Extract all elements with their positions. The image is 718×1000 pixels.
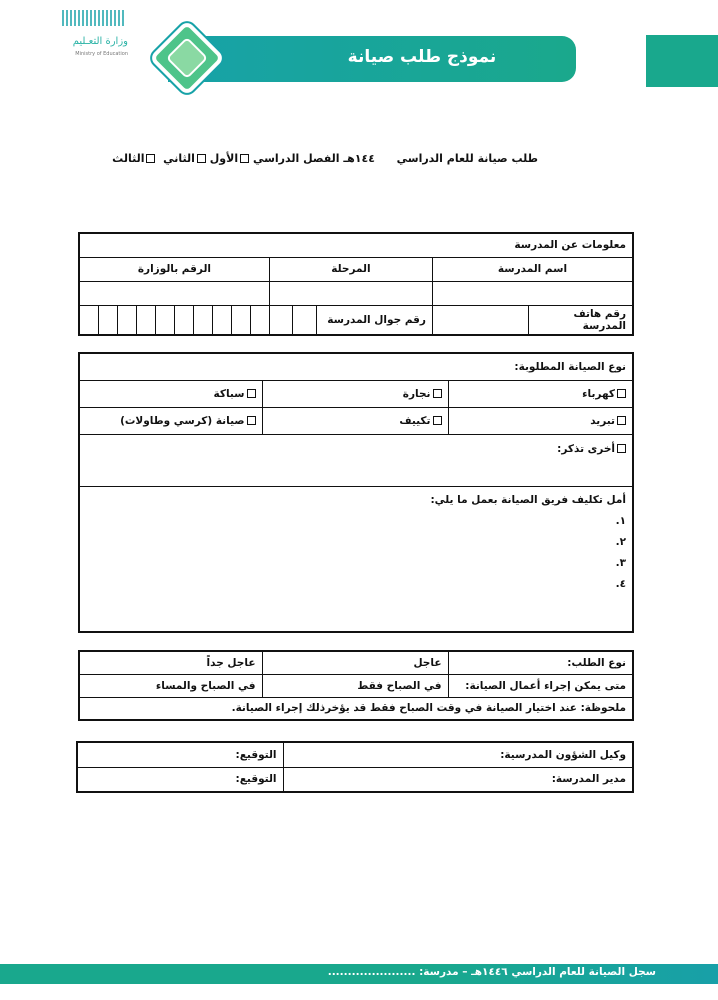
logo-name-ar: وزارة التعـليم (72, 36, 128, 47)
ministry-number-label: الرقم بالوزارة (79, 257, 269, 281)
ministry-logo (18, 6, 130, 60)
furniture-checkbox[interactable] (247, 416, 256, 425)
semester-1-checkbox[interactable] (240, 154, 249, 163)
logo-mark-icon (62, 10, 126, 26)
mobile-digit-cell[interactable] (117, 305, 136, 335)
school-name-label: اسم المدرسة (432, 257, 633, 281)
semester-2-checkbox[interactable] (197, 154, 206, 163)
morning-evening-option[interactable]: في الصباح والمساء (79, 674, 262, 697)
plumbing-option[interactable] (79, 380, 262, 407)
task-item-4: ٤. (615, 577, 626, 590)
tasks-area[interactable] (79, 486, 633, 632)
request-note: ملحوظة: عند اختيار الصيانة في وقت الصباح فقط قد يؤخرذلك إجراء الصيانة. (79, 697, 633, 720)
tasks-title: أمل تكليف فريق الصيانة بعمل ما يلي: (430, 493, 626, 506)
mobile-digit-cell[interactable] (250, 305, 269, 335)
mobile-digit-cell[interactable] (79, 305, 98, 335)
plumbing-checkbox[interactable] (247, 389, 256, 398)
time-label: متى يمكن إجراء أعمال الصيانة: (448, 674, 633, 697)
cooling-checkbox[interactable] (617, 416, 626, 425)
morning-option[interactable]: في الصباح فقط (262, 674, 448, 697)
stage-label: المرحلة (269, 257, 432, 281)
mobile-digit-cell[interactable] (293, 305, 317, 335)
mobile-digit-cell[interactable] (193, 305, 212, 335)
semester-2-label: الثاني (163, 152, 195, 165)
mobile-digit-cell[interactable] (269, 305, 293, 335)
plumbing-label: سباكة (213, 387, 245, 400)
stage-field[interactable] (269, 281, 432, 305)
electricity-checkbox[interactable] (617, 389, 626, 398)
request-type-table (78, 650, 634, 721)
mobile-digit-cell[interactable] (212, 305, 231, 335)
mobile-digit-cell[interactable] (155, 305, 174, 335)
mobile-digit-cell[interactable] (174, 305, 193, 335)
header-banner (168, 36, 576, 82)
principal-signature-field[interactable]: التوقيع: (77, 767, 283, 792)
semester-3-label: الثالث (112, 152, 145, 165)
signatures-table (76, 741, 634, 793)
ac-checkbox[interactable] (433, 416, 442, 425)
school-mobile-label: رقم جوال المدرسة (316, 305, 432, 335)
urgent-option[interactable]: عاجل (262, 651, 448, 674)
carpentry-label: نجارة (402, 387, 431, 400)
maintenance-type-table (78, 352, 634, 633)
footer-text: سجل الصيانة للعام الدراسي ١٤٤٦هـ – مدرسة: ...................... (327, 966, 656, 978)
ac-option[interactable] (262, 407, 448, 434)
mobile-digit-cell[interactable] (136, 305, 155, 335)
request-line (112, 152, 538, 165)
semester-1-label: الأول (209, 152, 239, 165)
mobile-digit-cell[interactable] (231, 305, 250, 335)
footer-bar (0, 964, 718, 984)
very-urgent-option[interactable]: عاجل جداً (79, 651, 262, 674)
ac-label: تكييف (399, 414, 431, 427)
principal-label: مدير المدرسة: (283, 767, 633, 792)
other-option[interactable] (79, 434, 633, 486)
furniture-label: صيانة (كرسي وطاولات) (120, 414, 245, 427)
school-name-field[interactable] (432, 281, 633, 305)
carpentry-option[interactable] (262, 380, 448, 407)
affairs-agent-label: وكيل الشؤون المدرسية: (283, 742, 633, 767)
furniture-option[interactable] (79, 407, 262, 434)
maintenance-title: نوع الصيانة المطلوبة: (79, 353, 633, 380)
corner-accent (646, 35, 718, 87)
school-phone-label: رقم هاتف المدرسة (528, 305, 633, 335)
request-line-year: ١٤٤هـ الفصل الدراسي (252, 152, 375, 165)
electricity-label: كهرباء (582, 387, 615, 400)
task-item-2: ٢. (615, 535, 626, 548)
school-info-table (78, 232, 634, 336)
cooling-label: تبريد (590, 414, 615, 427)
request-line-label: طلب صيانة للعام الدراسي (396, 152, 538, 165)
affairs-signature-field[interactable]: التوقيع: (77, 742, 283, 767)
cooling-option[interactable] (448, 407, 633, 434)
school-info-title: معلومات عن المدرسة (79, 233, 633, 257)
other-label: أخرى تذكر: (557, 442, 615, 455)
ministry-number-field[interactable] (79, 281, 269, 305)
mobile-digit-cell[interactable] (98, 305, 117, 335)
other-checkbox[interactable] (617, 444, 626, 453)
semester-3-checkbox[interactable] (146, 154, 155, 163)
carpentry-checkbox[interactable] (433, 389, 442, 398)
logo-name-en: Ministry of Education (75, 51, 128, 57)
school-phone-field[interactable] (432, 305, 528, 335)
task-item-3: ٣. (615, 556, 626, 569)
electricity-option[interactable] (448, 380, 633, 407)
request-type-label: نوع الطلب: (448, 651, 633, 674)
page-title: نموذج طلب صيانة (347, 47, 497, 67)
task-item-1: ١. (615, 514, 626, 527)
